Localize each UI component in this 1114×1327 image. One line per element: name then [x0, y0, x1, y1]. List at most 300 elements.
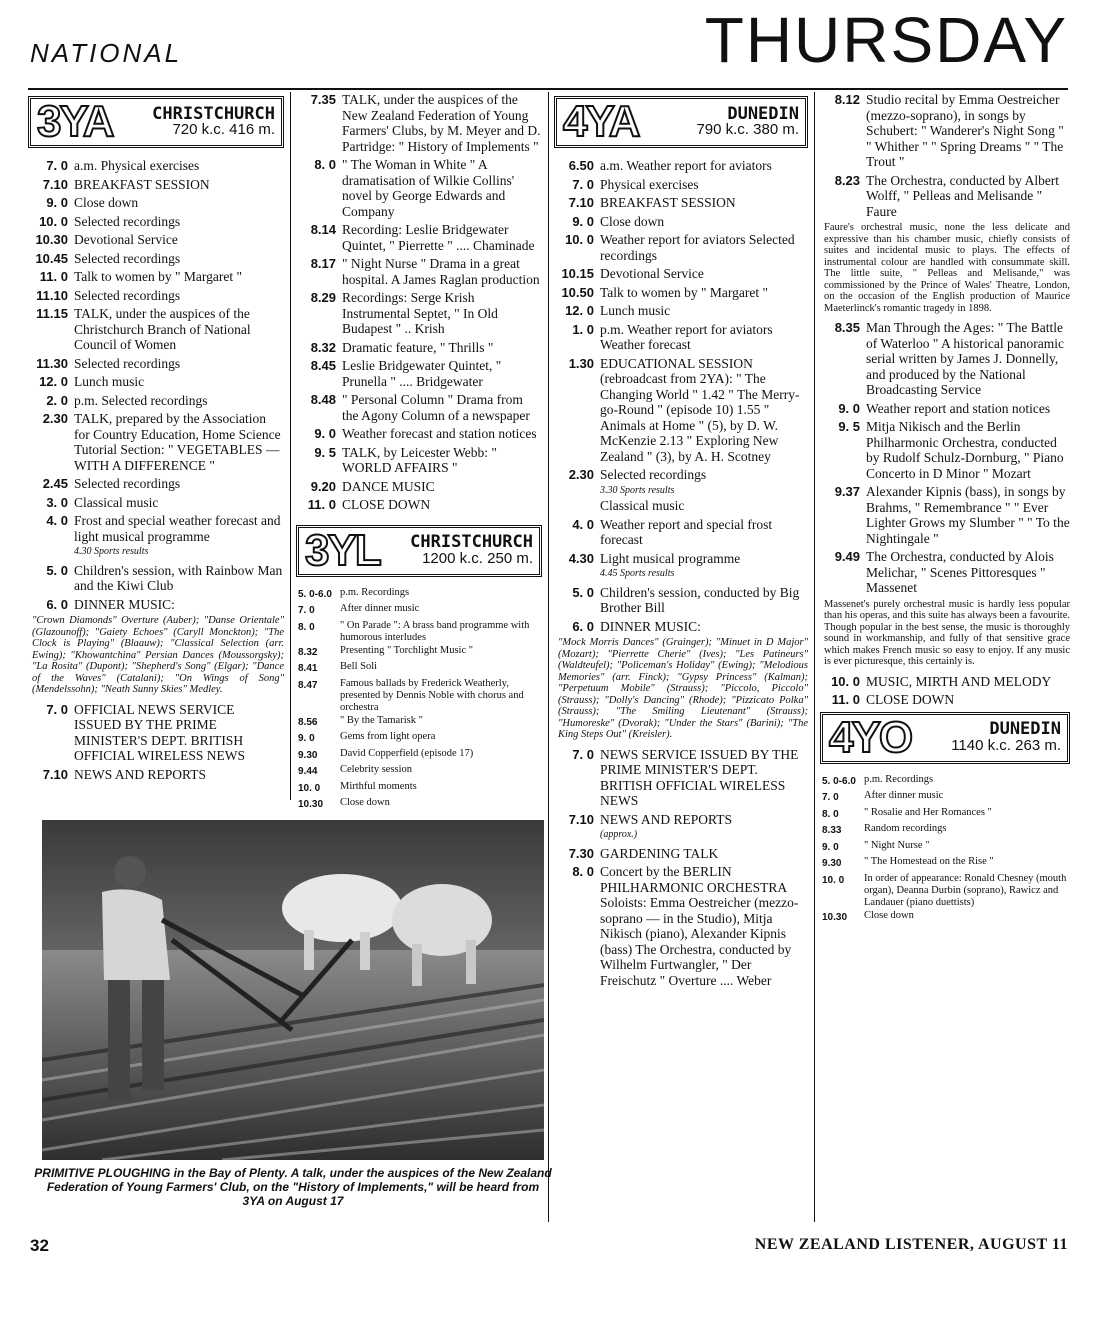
programme-text: CLOSE DOWN — [342, 497, 431, 512]
programme-text: Selected recordings — [600, 467, 707, 482]
programme-time: 9.20 — [310, 478, 336, 494]
programme-text: " By the Tamarisk " — [340, 714, 423, 726]
programme-item — [554, 747, 808, 809]
programme-detail — [864, 910, 1070, 926]
programme-time: 5. 0 — [46, 562, 68, 578]
programme-text: After dinner music — [864, 790, 944, 801]
programme-time: 7. 0 — [46, 701, 68, 717]
programme-detail — [340, 603, 542, 619]
programme-detail — [74, 476, 284, 492]
programme-detail — [74, 251, 284, 267]
programme-time: 10. 0 — [39, 213, 68, 229]
programme-text: DANCE MUSIC — [342, 478, 435, 494]
programme-detail — [600, 214, 808, 230]
programme-text: Lunch music — [74, 374, 145, 389]
programme-item — [296, 587, 542, 603]
programme-detail — [342, 445, 542, 476]
programme-item — [554, 322, 808, 353]
column-rule-1 — [290, 92, 291, 800]
programme-time: 9. 5 — [838, 419, 860, 434]
programme-item — [296, 620, 542, 644]
programme-text: Recording: Leslie Bridgewater Quintet, " Pierrette " .... Chaminade — [342, 222, 535, 253]
programme-text: GARDENING TALK — [600, 845, 719, 861]
programme-detail — [340, 797, 542, 813]
programme-detail — [864, 774, 1070, 790]
programme-text: After dinner music — [340, 603, 420, 614]
programme-detail — [340, 748, 542, 764]
programme-detail — [864, 856, 1070, 872]
programme-detail — [866, 484, 1070, 546]
programme-text: MUSIC, MIRTH AND MELODY — [866, 673, 1052, 689]
programme-text: Talk to women by " Margaret " — [600, 284, 769, 300]
programme-time: 12. 0 — [39, 374, 68, 389]
programme-item — [296, 497, 542, 513]
programme-item — [554, 864, 808, 988]
programme-item — [820, 840, 1070, 856]
programme-subnote: 3.30 Sports results — [600, 484, 675, 496]
station-city: DUNEDIN — [989, 719, 1061, 739]
programme-time: 8.47 — [298, 679, 318, 691]
programme-item — [296, 748, 542, 764]
programme-text: " Rosalie and Her Romances " — [864, 806, 992, 818]
programme-text: p.m. Recordings — [864, 773, 934, 785]
programme-text: David Copperfield (episode 17) — [340, 747, 474, 759]
programme-time: 2.30 — [42, 411, 68, 426]
programme-time: 4. 0 — [572, 516, 594, 532]
programme-item — [554, 517, 808, 548]
programme-time: 5. 0-6.0 — [822, 775, 856, 787]
programme-note: Faure's orchestral music, none the less delicate and expressive than his chamber music, chiefly consists of suites and incidental music to plays. The effects of instrumental colour are handled with consummate skill. The little suite, " Pelleas and Melisande," was commissioned by the Prince of Wales' Theatre, London, on the occasion of the English production of Maurice Maeterlinck's romantic tragedy in 1898. — [824, 222, 1070, 314]
programme-detail — [340, 764, 542, 780]
photo-caption: PRIMITIVE PLOUGHING in the Bay of Plenty. A talk, under the auspices of the New Zealand Federation of Young Farmers' Club, on the "History of Implements," will be heard from 3YA on August 17 — [34, 1166, 552, 1208]
programme-time: 9. 0 — [572, 213, 594, 229]
programme-detail — [600, 195, 808, 211]
programme-time: 9. 5 — [314, 444, 336, 460]
programme-item — [820, 320, 1070, 398]
programme-text: Studio recital by Emma Oestreicher (mezzo-soprano), in songs by Schubert: " Wanderer's Night Song " " Whither " " Spring Dreams " " The Trout " — [866, 92, 1064, 169]
programme-item — [554, 177, 808, 193]
programme-time: 7. 0 — [822, 792, 839, 803]
programme-detail — [866, 401, 1070, 417]
programme-item — [820, 807, 1070, 823]
dinner-music-note: "Crown Diamonds" Overture (Auber); "Danse Orientale" (Glazounoff); "Gaiety Echoes" (Caryll Monckton); "The Clock is Playing" (Blaauw); "Classical Selection (arr. Ewing); "Khowantchina" Persian Dances (Moussorgsky); "La Rosita" (Dupont); "Shepherd's Song" (Elgar); "Dance of the Waves" (Catalani); "On Wings of Song" (Mendelssohn); "Neath Sunny Skies" Medley. — [32, 615, 284, 695]
programme-time: 4. 0 — [46, 513, 68, 528]
programme-detail — [74, 356, 284, 372]
programme-detail — [342, 426, 542, 442]
programme-time: 10.30 — [35, 232, 68, 247]
programme-detail — [866, 674, 1070, 690]
programme-item — [820, 823, 1070, 839]
programme-time: 9. 0 — [822, 841, 839, 853]
programme-detail — [74, 269, 284, 285]
programme-detail — [74, 195, 284, 211]
programme-text: The Orchestra, conducted by Albert Wolff, " Pelleas and Melisande " Faure — [866, 172, 1060, 219]
programme-time: 8.23 — [834, 172, 860, 188]
programme-text: Frost and special weather forecast and light musical programme — [74, 513, 281, 544]
programme-item — [28, 251, 284, 267]
programme-item — [820, 419, 1070, 481]
programme-time: 2.30 — [568, 467, 594, 482]
programme-item — [820, 173, 1070, 220]
programme-time: 7. 0 — [46, 158, 68, 173]
programme-item — [554, 266, 808, 282]
station-box-3ya — [28, 96, 284, 148]
programme-detail — [600, 812, 808, 843]
programme-detail — [866, 692, 1070, 708]
programme-time: 8. 0 — [822, 808, 839, 820]
programme-list — [28, 702, 284, 783]
programme-detail — [340, 645, 542, 661]
programme-subnote: 4.45 Sports results — [600, 568, 675, 579]
programme-item — [28, 495, 284, 511]
programme-item — [28, 702, 284, 764]
programme-detail — [74, 702, 284, 764]
programme-detail — [866, 419, 1070, 481]
programme-detail — [342, 290, 542, 337]
programme-text: Mirthful moments — [340, 780, 417, 792]
programme-item — [296, 603, 542, 619]
programme-detail — [342, 157, 542, 219]
programme-item — [28, 306, 284, 353]
header-rule — [28, 88, 1068, 90]
programme-item — [28, 374, 284, 390]
programme-time: 10.50 — [561, 284, 594, 300]
station-frequency: 1140 k.c. 263 m. — [951, 736, 1061, 754]
programme-item — [820, 674, 1070, 690]
programme-detail — [342, 358, 542, 389]
programme-time: 11.15 — [36, 306, 68, 321]
programme-time: 10.30 — [822, 911, 848, 923]
programme-detail — [866, 92, 1070, 170]
programme-item — [28, 232, 284, 248]
programme-detail — [600, 177, 808, 193]
programme-item — [554, 303, 808, 319]
programme-detail — [340, 587, 542, 603]
programme-item — [28, 513, 284, 560]
programme-time: 9.44 — [298, 766, 318, 777]
programme-time: 6.50 — [568, 158, 594, 173]
programme-text: Recordings: Serge Krish Instrumental Septet, " In Old Budapest " .. Krish — [342, 290, 498, 336]
programme-detail — [342, 222, 542, 253]
programme-detail — [866, 549, 1070, 596]
programme-text: Mitja Nikisch and the Berlin Philharmonic Orchestra, conducted by Rudolf Schulz-Dornburg, " Piano Concerto in D Minor " Mozart — [866, 419, 1064, 481]
station-logo: 3YA — [37, 97, 113, 146]
programme-detail — [74, 214, 284, 230]
programme-list — [296, 587, 542, 813]
programme-item — [820, 692, 1070, 708]
programme-time: 11. 0 — [831, 692, 860, 707]
station-box-4ya — [554, 96, 808, 148]
programme-item — [28, 158, 284, 174]
programme-item — [296, 256, 542, 287]
programme-text: Devotional Service — [74, 232, 178, 247]
programme-text: Selected recordings — [74, 213, 181, 229]
programme-time: 2.45 — [42, 476, 68, 491]
programme-item — [296, 479, 542, 495]
programme-list — [554, 158, 808, 634]
programme-time: 8.14 — [310, 222, 336, 237]
programme-text: Famous ballads by Frederick Weatherly, presented by Dennis Noble with chorus and orchestra — [340, 677, 524, 713]
programme-detail — [864, 790, 1070, 806]
programme-time: 8.41 — [298, 663, 318, 674]
programme-item — [28, 767, 284, 783]
programme-subnote: (approx.) — [600, 829, 638, 840]
programme-time: 8.45 — [310, 358, 336, 373]
programme-item — [296, 764, 542, 780]
programme-item — [554, 195, 808, 211]
programme-item — [554, 812, 808, 843]
programme-text: Alexander Kipnis (bass), in songs by Brahms, " Remembrance " " Ever Lighter Grows my Slumber " " To the Nightingale " — [866, 484, 1070, 546]
programme-text: TALK, under the auspices of the New Zealand Federation of Young Farmers' Clubs, by M. Meyer and D. Partridge: " History of Implements " — [342, 92, 541, 154]
programme-detail — [74, 374, 284, 390]
programme-detail — [74, 513, 284, 560]
programme-text: " On Parade ": A brass band programme with humorous interludes — [340, 619, 530, 643]
programme-text: Children's session, with Rainbow Man and the Kiwi Club — [74, 562, 283, 593]
programme-item — [820, 910, 1070, 926]
programme-text: Gems from light opera — [340, 731, 436, 742]
programme-text: BREAKFAST SESSION — [74, 176, 210, 192]
station-city: CHRISTCHURCH — [410, 532, 533, 552]
ploughing-photo — [42, 820, 544, 1160]
programme-text: Weather forecast and station notices — [342, 426, 537, 441]
programme-text: Close down — [340, 797, 390, 808]
programme-item — [554, 285, 808, 301]
programme-item — [28, 195, 284, 211]
programme-item — [28, 476, 284, 492]
programme-text: p.m. Recordings — [340, 586, 410, 598]
programme-time: 11. 0 — [39, 269, 68, 284]
programme-time: 10.45 — [35, 250, 68, 266]
programme-text: Man Through the Ages: " The Battle of Waterloo " A historical panoramic serial written by James J. Donnelly, and produced by the National Broadcasting Service — [866, 320, 1064, 397]
programme-detail — [600, 517, 808, 548]
programme-time: 8. 0 — [314, 157, 336, 172]
programme-item — [296, 731, 542, 747]
programme-item — [296, 661, 542, 677]
programme-time: 6. 0 — [572, 618, 594, 634]
programme-detail — [600, 322, 808, 353]
programme-item — [296, 445, 542, 476]
programme-detail — [74, 495, 284, 511]
programme-time: 5. 0-6.0 — [298, 588, 332, 600]
programme-detail — [600, 747, 808, 809]
programme-text: a.m. Physical exercises — [74, 158, 200, 173]
dinner-music-note: "Mock Morris Dances" (Grainger); "Minuet in D Major" (Mozart); "Pierrette Cherie" (Ives); "Les Patineurs" (Waldteufel); "Policeman's Holiday" (Ewing); "Melodious Memories" (arr. Finck); "Gypsy Princess" (Kalman); "Perpetuum Mobile" (Strauss); "Piccolo, Piccolo" (Strauss); "Dolly's Dancing" (Rhode); "Pizzicato Polka" (Strauss); "The Smiling Lieutenant" (Strauss); "Humoreske" (Dvorak); "Under the Stars" (Barini); "The King Steps Out" (Kreisler). — [558, 637, 808, 740]
column-4ya-evening — [820, 92, 1070, 926]
programme-detail — [600, 585, 808, 616]
programme-item — [28, 411, 284, 473]
programme-time: 8. 0 — [298, 621, 315, 633]
programme-item — [554, 214, 808, 230]
programme-list — [820, 674, 1070, 708]
programme-list — [820, 320, 1070, 596]
programme-item — [28, 177, 284, 193]
programme-text: NEWS AND REPORTS — [74, 766, 206, 782]
programme-item — [554, 356, 808, 465]
programme-detail — [340, 678, 542, 714]
programme-time: 8.12 — [834, 92, 860, 107]
region-label: NATIONAL — [30, 38, 183, 68]
programme-text: " The Woman in White " A dramatisation of Wilkie Collins' novel by George Edwards and Company — [342, 157, 515, 219]
programme-item — [296, 92, 542, 154]
programme-list — [820, 92, 1070, 219]
programme-detail — [342, 92, 542, 154]
programme-detail — [340, 731, 542, 747]
programme-text: Bell Soli — [340, 661, 378, 672]
column-rule-3 — [814, 92, 815, 1222]
programme-detail — [74, 158, 284, 174]
programme-time: 9. 0 — [298, 733, 315, 744]
programme-time: 10. 0 — [822, 874, 845, 886]
programme-text: Celebrity session — [340, 764, 413, 775]
programme-detail — [864, 823, 1070, 839]
station-logo: 4YA — [563, 97, 639, 146]
programme-time: 10. 0 — [298, 782, 321, 794]
programme-text: " Personal Column " Drama from the Agony Column of a newspaper — [342, 392, 530, 423]
programme-text: TALK, by Leicester Webb: " WORLD AFFAIRS " — [342, 444, 497, 475]
column-rule-2 — [548, 92, 549, 1222]
publication-footer: NEW ZEALAND LISTENER, AUGUST 11 — [754, 1236, 1068, 1253]
programme-detail — [600, 232, 808, 263]
station-box-3yl — [296, 525, 542, 577]
programme-text: CLOSE DOWN — [866, 692, 955, 707]
programme-item — [296, 290, 542, 337]
programme-item — [28, 214, 284, 230]
programme-text: Light musical programme — [600, 550, 741, 566]
programme-item — [296, 157, 542, 219]
station-logo: 4YO — [829, 712, 912, 762]
programme-text: " The Homestead on the Rise " — [864, 856, 994, 867]
programme-detail — [600, 356, 808, 465]
programme-time: 10. 0 — [831, 673, 860, 689]
programme-detail — [342, 479, 542, 495]
programme-item — [296, 392, 542, 423]
programme-text: a.m. Weather report for aviators — [600, 158, 772, 173]
station-box-4yo — [820, 712, 1070, 764]
programme-item — [28, 269, 284, 285]
programme-text: Close down — [864, 909, 914, 921]
programme-detail — [74, 563, 284, 594]
programme-time: 10. 0 — [565, 232, 594, 247]
programme-text: Selected recordings — [74, 476, 181, 491]
programme-time: 1. 0 — [572, 321, 594, 337]
programme-time: 11.10 — [36, 287, 68, 303]
programme-text: In order of appearance: Ronald Chesney (mouth organ), Deanna Durbin (soprano), Rawicz and Landauer (piano duettists) — [864, 872, 1067, 908]
programme-detail — [74, 288, 284, 304]
programme-text: Close down — [600, 213, 665, 229]
programme-time: 4.30 — [568, 550, 594, 566]
programme-text: DINNER MUSIC: — [74, 596, 175, 612]
programme-item — [820, 484, 1070, 546]
programme-time: 7.35 — [310, 92, 336, 107]
programme-text: TALK, prepared by the Association for Country Education, Home Science Tutorial Section: " VEGETABLES — WITH A DIFFERENCE " — [74, 411, 281, 473]
programme-text: EDUCATIONAL SESSION (rebroadcast from 2YA): " The Changing World " 1.42 " The Merry-go-Round " (episode 10) 1.55 " Animals at Home " (5), by D. W. McKenzie 2.13 " Exploring New Zealand " (3), by A. H. Scotney — [600, 355, 800, 464]
programme-detail — [864, 807, 1070, 823]
programme-detail — [74, 597, 284, 613]
programme-text: p.m. Selected recordings — [74, 392, 208, 408]
programme-time: 8.17 — [310, 256, 336, 271]
programme-time: 9.49 — [834, 549, 860, 564]
programme-detail — [600, 467, 808, 514]
programme-detail — [342, 256, 542, 287]
programme-item — [296, 797, 542, 813]
station-city: CHRISTCHURCH — [152, 103, 275, 124]
programme-time: 10.30 — [298, 799, 324, 810]
programme-item — [554, 467, 808, 514]
programme-text: Children's session, conducted by Big Brother Bill — [600, 584, 800, 615]
programme-item — [296, 715, 542, 731]
programme-detail — [600, 285, 808, 301]
programme-item — [296, 645, 542, 661]
programme-time: 8.29 — [310, 290, 336, 305]
programme-item — [28, 597, 284, 613]
programme-item — [296, 358, 542, 389]
programme-text: DINNER MUSIC: — [600, 618, 701, 634]
programme-time: 11.30 — [36, 355, 68, 371]
programme-detail — [340, 620, 542, 644]
programme-time: 5. 0 — [572, 584, 594, 600]
programme-detail — [864, 873, 1070, 909]
programme-text: NEWS SERVICE ISSUED BY THE PRIME MINISTER'S DEPT. BRITISH OFFICIAL WIRELESS NEWS — [600, 746, 799, 808]
programme-detail — [600, 846, 808, 862]
programme-detail — [74, 767, 284, 783]
programme-list — [28, 158, 284, 612]
programme-time: 9. 0 — [314, 426, 336, 441]
programme-extra: Classical music — [600, 498, 685, 513]
programme-item — [296, 678, 542, 714]
programme-text: Close down — [74, 195, 139, 210]
programme-detail — [600, 551, 808, 582]
programme-detail — [74, 411, 284, 473]
programme-list — [554, 747, 808, 989]
station-frequency: 720 k.c. 416 m. — [172, 121, 275, 138]
programme-text: TALK, under the auspices of the Christchurch Branch of National Council of Women — [74, 306, 251, 352]
programme-item — [554, 551, 808, 582]
programme-time: 7. 0 — [298, 605, 315, 616]
programme-item — [820, 774, 1070, 790]
programme-subnote: 4.30 Sports results — [74, 546, 149, 557]
programme-item — [820, 549, 1070, 596]
programme-item — [296, 222, 542, 253]
station-logo: 3YL — [305, 525, 380, 575]
programme-time: 9. 0 — [838, 400, 860, 416]
programme-time: 7.10 — [568, 811, 594, 827]
programme-text: Presenting " Torchlight Music " — [340, 644, 474, 656]
programme-time: 11. 0 — [307, 497, 336, 512]
programme-detail — [342, 392, 542, 423]
programme-detail — [864, 840, 1070, 856]
programme-text: The Orchestra, conducted by Alois Melichar, " Scenes Pittoresques " Massenet — [866, 549, 1054, 595]
programme-time: 10.15 — [561, 266, 594, 281]
programme-time: 8.32 — [298, 646, 318, 658]
programme-text: Weather report for aviators Selected recordings — [600, 232, 795, 263]
programme-time: 9. 0 — [46, 195, 68, 210]
programme-text: Selected recordings — [74, 250, 181, 266]
programme-text: Concert by the BERLIN PHILHARMONIC ORCHESTRA Soloists: Emma Oestreicher (mezzo-soprano — in the Studio), Mitja Nikisch (piano), Alexander Kipnis (bass) The Orchestra, conducted by Wilhelm Furtwangler, " Der Freischutz " Overture .... Weber — [600, 864, 799, 988]
programme-text: Dramatic feature, " Thrills " — [342, 339, 494, 355]
programme-detail — [600, 303, 808, 319]
programme-detail — [600, 266, 808, 282]
programme-time: 8.56 — [298, 716, 318, 728]
programme-text: Selected recordings — [74, 355, 181, 371]
programme-text: Weather report and station notices — [866, 400, 1051, 416]
programme-text: p.m. Weather report for aviators Weather forecast — [600, 321, 773, 352]
programme-time: 7.10 — [42, 176, 68, 192]
programme-text: NEWS AND REPORTS — [600, 811, 732, 827]
programme-text: OFFICIAL NEWS SERVICE ISSUED BY THE PRIME MINISTER'S DEPT. BRITISH OFFICIAL WIRELESS NEWS — [74, 701, 246, 763]
programme-time: 7.30 — [568, 845, 594, 861]
column-4ya — [554, 92, 808, 991]
programme-item — [296, 781, 542, 797]
